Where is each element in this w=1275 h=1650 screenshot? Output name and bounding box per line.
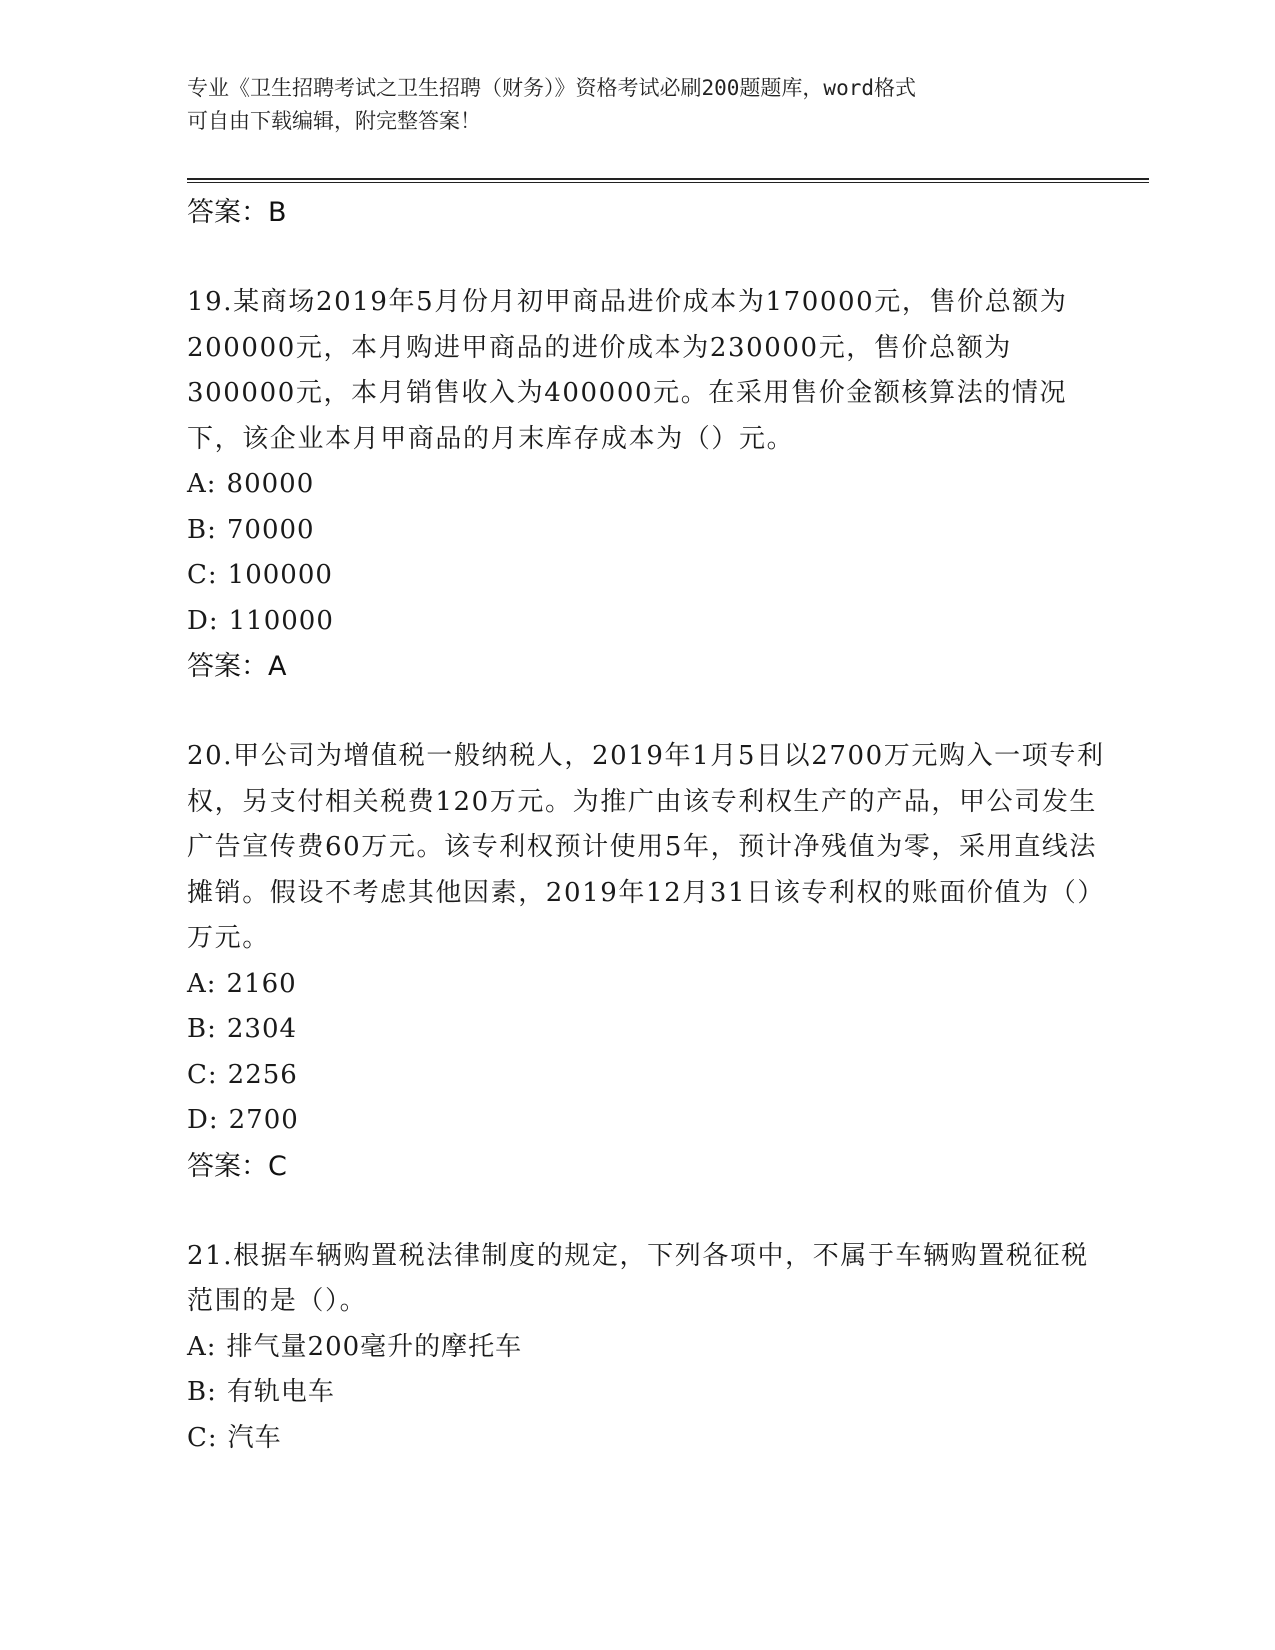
option-b bbox=[187, 508, 1107, 554]
option-a bbox=[187, 1325, 1107, 1371]
option-d bbox=[187, 599, 1107, 645]
option-letter: A: bbox=[187, 1331, 217, 1362]
answer-line: 答案：C bbox=[187, 1150, 287, 1182]
option-letter: C: bbox=[187, 560, 218, 590]
option-a bbox=[187, 462, 1107, 508]
option-b bbox=[187, 1370, 1107, 1416]
option-text: 100000 bbox=[227, 560, 333, 590]
question-block bbox=[187, 734, 1107, 1189]
option-c bbox=[187, 1053, 1107, 1099]
option-text: 70000 bbox=[226, 514, 315, 545]
option-text: 排气量200毫升的摩托车 bbox=[226, 1331, 523, 1362]
answer-line: 答案：B bbox=[187, 197, 287, 228]
option-text: 2160 bbox=[226, 968, 297, 999]
answer-line: 答案：A bbox=[187, 651, 287, 682]
document-body bbox=[187, 190, 1107, 1461]
option-text: 80000 bbox=[226, 469, 315, 499]
option-a bbox=[187, 962, 1107, 1008]
option-letter: D: bbox=[187, 605, 219, 636]
option-letter: A: bbox=[187, 968, 217, 999]
option-c bbox=[187, 553, 1107, 599]
question-text: 20.甲公司为增值税一般纳税人，2019年1月5日以2700万元购入一项专利权，另支付相关税费120万元。为推广由该专利权生产的产品，甲公司发生广告宣传费60万元。该专利权预计使用5年，预计净残值为零，采用直线法摊销。假设不考虑其他因素，2019年12月31日该专利权的账面价值为（）万元。 bbox=[187, 741, 1105, 953]
question-block bbox=[187, 1234, 1107, 1462]
option-letter: B: bbox=[187, 1014, 217, 1044]
option-letter: C: bbox=[187, 1422, 218, 1453]
header-rule-thin bbox=[187, 182, 1149, 183]
option-c bbox=[187, 1416, 1107, 1462]
option-text: 2700 bbox=[228, 1105, 299, 1135]
option-letter: B: bbox=[187, 1377, 217, 1407]
question-text: 21.根据车辆购置税法律制度的规定，下列各项中，不属于车辆购置税征税范围的是（）。 bbox=[187, 1240, 1089, 1316]
question-text: 19.某商场2019年5月份月初甲商品进价成本为170000元，售价总额为200000元，本月购进甲商品的进价成本为230000元，售价总额为300000元，本月销售收入为400000元。在采用售价金额核算法的情况下，该企业本月甲商品的月末库存成本为（）元。 bbox=[187, 287, 1068, 454]
header-line-2: 可自由下载编辑，附完整答案！ bbox=[187, 109, 481, 133]
option-letter: A: bbox=[187, 469, 217, 499]
option-text: 2256 bbox=[227, 1059, 298, 1090]
option-text: 110000 bbox=[228, 605, 334, 636]
header-rule bbox=[187, 178, 1149, 180]
option-text: 汽车 bbox=[227, 1422, 282, 1453]
question-block bbox=[187, 280, 1107, 689]
option-letter: D: bbox=[187, 1105, 219, 1135]
option-b bbox=[187, 1007, 1107, 1053]
page-header bbox=[187, 72, 1087, 138]
option-letter: B: bbox=[187, 514, 217, 545]
header-line-1: 专业《卫生招聘考试之卫生招聘（财务）》资格考试必刷200题题库，word格式 bbox=[187, 76, 916, 100]
option-letter: C: bbox=[187, 1059, 218, 1090]
option-text: 2304 bbox=[226, 1014, 298, 1044]
option-d bbox=[187, 1098, 1107, 1144]
option-text: 有轨电车 bbox=[226, 1377, 335, 1407]
